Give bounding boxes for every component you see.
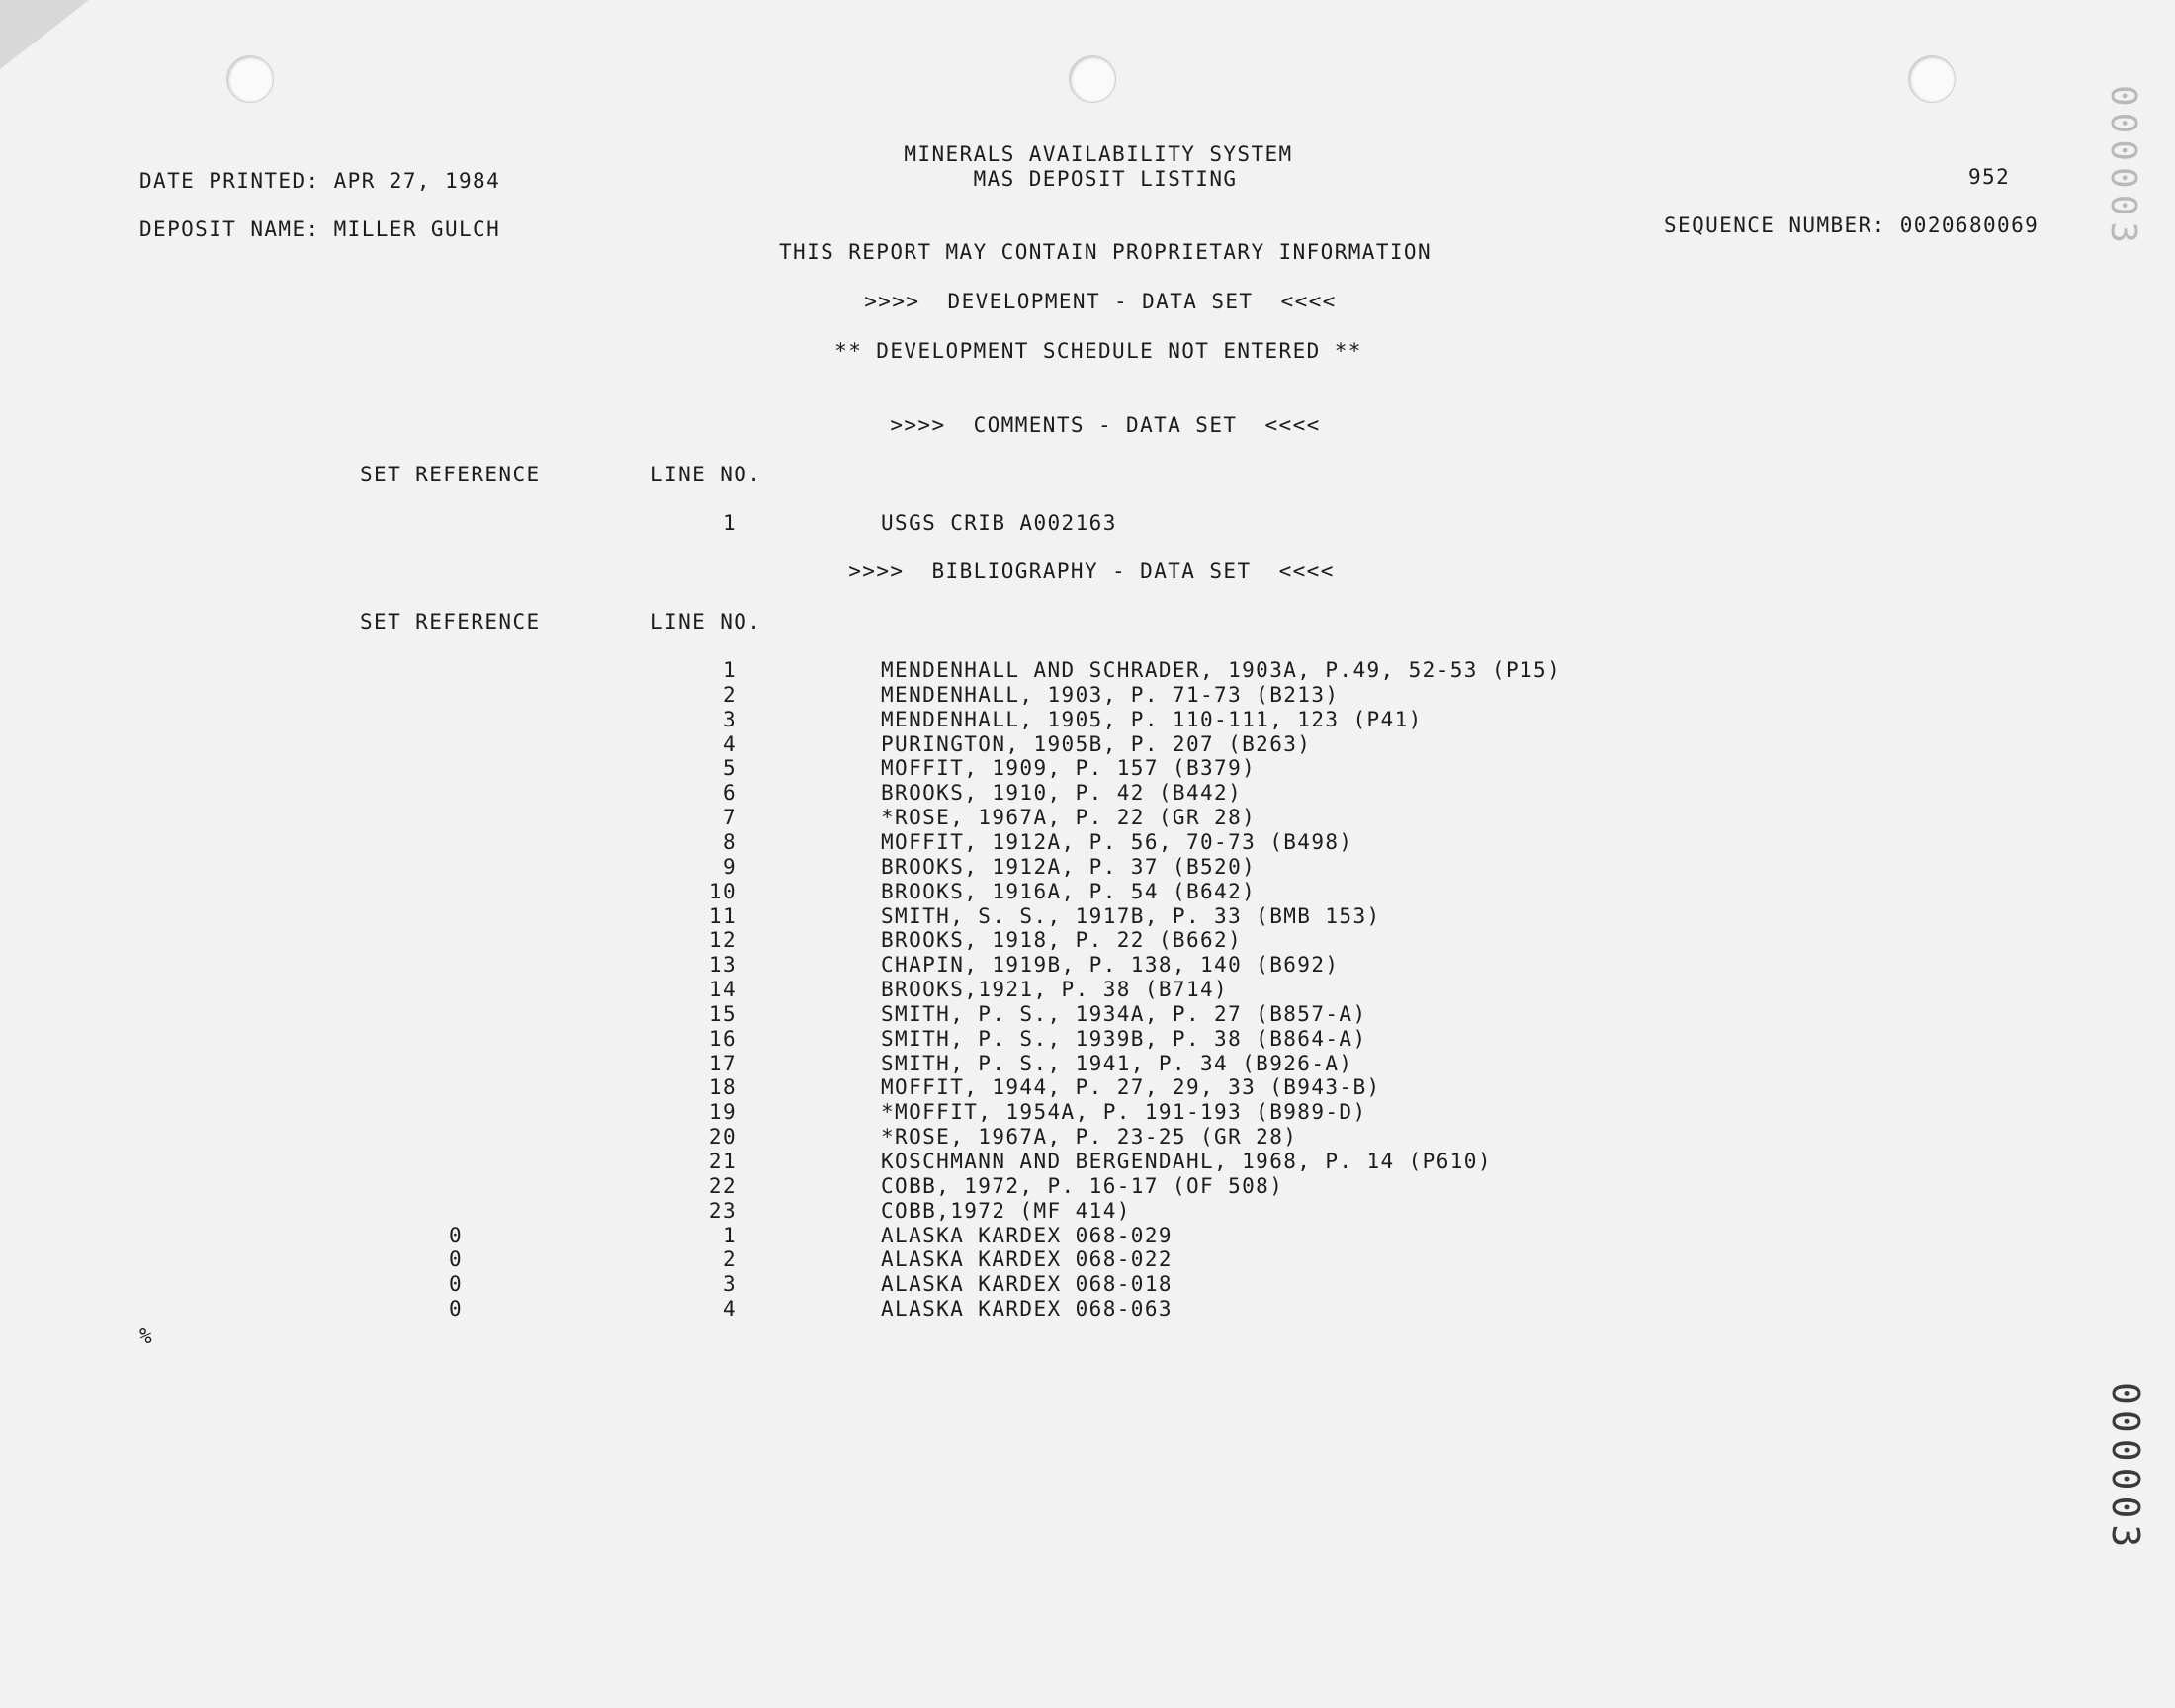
bibliography-line-number: 3 [722, 1272, 737, 1296]
punch-hole-right [1908, 55, 1956, 103]
listing-title: MAS DEPOSIT LISTING [973, 167, 1238, 191]
side-stamp-faint-number: 000003 [2103, 85, 2143, 250]
bibliography-set-reference: 0 [448, 1272, 463, 1296]
bibliography-col-line-no: LINE NO. [651, 610, 762, 634]
bibliography-citation: ALASKA KARDEX 068-022 [881, 1247, 1173, 1271]
bibliography-line-number: 17 [708, 1052, 737, 1075]
bibliography-citation: MOFFIT, 1909, P. 157 (B379) [881, 756, 1257, 780]
bibliography-citation: BROOKS, 1910, P. 42 (B442) [881, 781, 1243, 805]
bibliography-citation: SMITH, P. S., 1941, P. 34 (B926-A) [881, 1052, 1353, 1075]
bibliography-citation: MENDENHALL AND SCHRADER, 1903A, P.49, 52-53 (P15) [881, 658, 1562, 682]
bibliography-line-number: 19 [708, 1100, 737, 1124]
bibliography-line-number: 2 [722, 683, 737, 707]
proprietary-notice: THIS REPORT MAY CONTAIN PROPRIETARY INFORMATION [778, 240, 1433, 264]
date-printed: DATE PRINTED: APR 27, 1984 [139, 169, 501, 193]
bibliography-citation: *ROSE, 1967A, P. 23-25 (GR 28) [881, 1125, 1298, 1149]
bibliography-citation: KOSCHMANN AND BERGENDAHL, 1968, P. 14 (P610) [881, 1150, 1492, 1173]
bibliography-line-number: 23 [708, 1199, 737, 1223]
bibliography-citation: SMITH, P. S., 1939B, P. 38 (B864-A) [881, 1027, 1367, 1051]
bibliography-citation: *ROSE, 1967A, P. 22 (GR 28) [881, 806, 1257, 829]
bibliography-line-number: 8 [722, 830, 737, 854]
side-stamp-number: 000003 [2104, 1382, 2147, 1554]
bibliography-line-number: 4 [722, 1297, 737, 1321]
bibliography-line-number: 18 [708, 1075, 737, 1099]
bibliography-col-set-reference: SET REFERENCE [360, 610, 541, 634]
bibliography-line-number: 11 [708, 904, 737, 928]
bibliography-line-number: 13 [708, 953, 737, 977]
bibliography-citation: BROOKS, 1918, P. 22 (B662) [881, 928, 1243, 952]
bibliography-citation: PURINGTON, 1905B, P. 207 (B263) [881, 732, 1312, 756]
bibliography-line-number: 6 [722, 781, 737, 805]
development-note: ** DEVELOPMENT SCHEDULE NOT ENTERED ** [834, 339, 1362, 363]
punch-hole-center [1069, 55, 1116, 103]
bibliography-citation: MOFFIT, 1944, P. 27, 29, 33 (B943-B) [881, 1075, 1381, 1099]
bibliography-set-reference: 0 [448, 1224, 463, 1247]
bibliography-line-number: 20 [708, 1125, 737, 1149]
bibliography-line-number: 14 [708, 978, 737, 1001]
bibliography-citation: COBB, 1972, P. 16-17 (OF 508) [881, 1174, 1284, 1198]
bibliography-line-number: 10 [708, 880, 737, 903]
bibliography-citation: SMITH, S. S., 1917B, P. 33 (BMB 153) [881, 904, 1381, 928]
bibliography-heading: >>>> BIBLIOGRAPHY - DATA SET <<<< [848, 559, 1335, 583]
bibliography-line-number: 2 [722, 1247, 737, 1271]
bibliography-citation: ALASKA KARDEX 068-063 [881, 1297, 1173, 1321]
system-title: MINERALS AVAILABILITY SYSTEM [904, 142, 1293, 166]
bibliography-line-number: 12 [708, 928, 737, 952]
bibliography-citation: ALASKA KARDEX 068-018 [881, 1272, 1173, 1296]
bibliography-citation: COBB,1972 (MF 414) [881, 1199, 1131, 1223]
comments-heading: >>>> COMMENTS - DATA SET <<<< [890, 413, 1321, 437]
bibliography-citation: BROOKS, 1916A, P. 54 (B642) [881, 880, 1257, 903]
bibliography-citation: ALASKA KARDEX 068-029 [881, 1224, 1173, 1247]
bibliography-citation: SMITH, P. S., 1934A, P. 27 (B857-A) [881, 1002, 1367, 1026]
bibliography-citation: CHAPIN, 1919B, P. 138, 140 (B692) [881, 953, 1340, 977]
bibliography-line-number: 3 [722, 708, 737, 731]
bibliography-citation: MENDENHALL, 1905, P. 110-111, 123 (P41) [881, 708, 1423, 731]
bibliography-line-number: 4 [722, 732, 737, 756]
bibliography-line-number: 5 [722, 756, 737, 780]
page-corner-fold [0, 0, 89, 69]
comments-col-line-no: LINE NO. [651, 463, 762, 486]
comment-text: USGS CRIB A002163 [881, 511, 1117, 535]
bibliography-citation: MOFFIT, 1912A, P. 56, 70-73 (B498) [881, 830, 1353, 854]
punch-hole-left [226, 55, 274, 103]
bibliography-set-reference: 0 [448, 1247, 463, 1271]
bibliography-citation: BROOKS,1921, P. 38 (B714) [881, 978, 1229, 1001]
comments-col-set-reference: SET REFERENCE [360, 463, 541, 486]
bibliography-line-number: 15 [708, 1002, 737, 1026]
comment-line-number: 1 [722, 511, 737, 535]
sequence-number: SEQUENCE NUMBER: 0020680069 [1664, 214, 2040, 237]
bibliography-line-number: 1 [722, 1224, 737, 1247]
bibliography-line-number: 21 [708, 1150, 737, 1173]
development-heading: >>>> DEVELOPMENT - DATA SET <<<< [864, 290, 1337, 313]
bibliography-citation: *MOFFIT, 1954A, P. 191-193 (B989-D) [881, 1100, 1367, 1124]
bibliography-line-number: 9 [722, 855, 737, 879]
footer-percent-mark: % [139, 1324, 154, 1348]
bibliography-citation: MENDENHALL, 1903, P. 71-73 (B213) [881, 683, 1340, 707]
bibliography-line-number: 1 [722, 658, 737, 682]
deposit-name: DEPOSIT NAME: MILLER GULCH [139, 217, 501, 241]
bibliography-line-number: 7 [722, 806, 737, 829]
bibliography-line-number: 16 [708, 1027, 737, 1051]
bibliography-citation: BROOKS, 1912A, P. 37 (B520) [881, 855, 1257, 879]
page-number: 952 [1968, 165, 2011, 189]
bibliography-line-number: 22 [708, 1174, 737, 1198]
bibliography-set-reference: 0 [448, 1297, 463, 1321]
